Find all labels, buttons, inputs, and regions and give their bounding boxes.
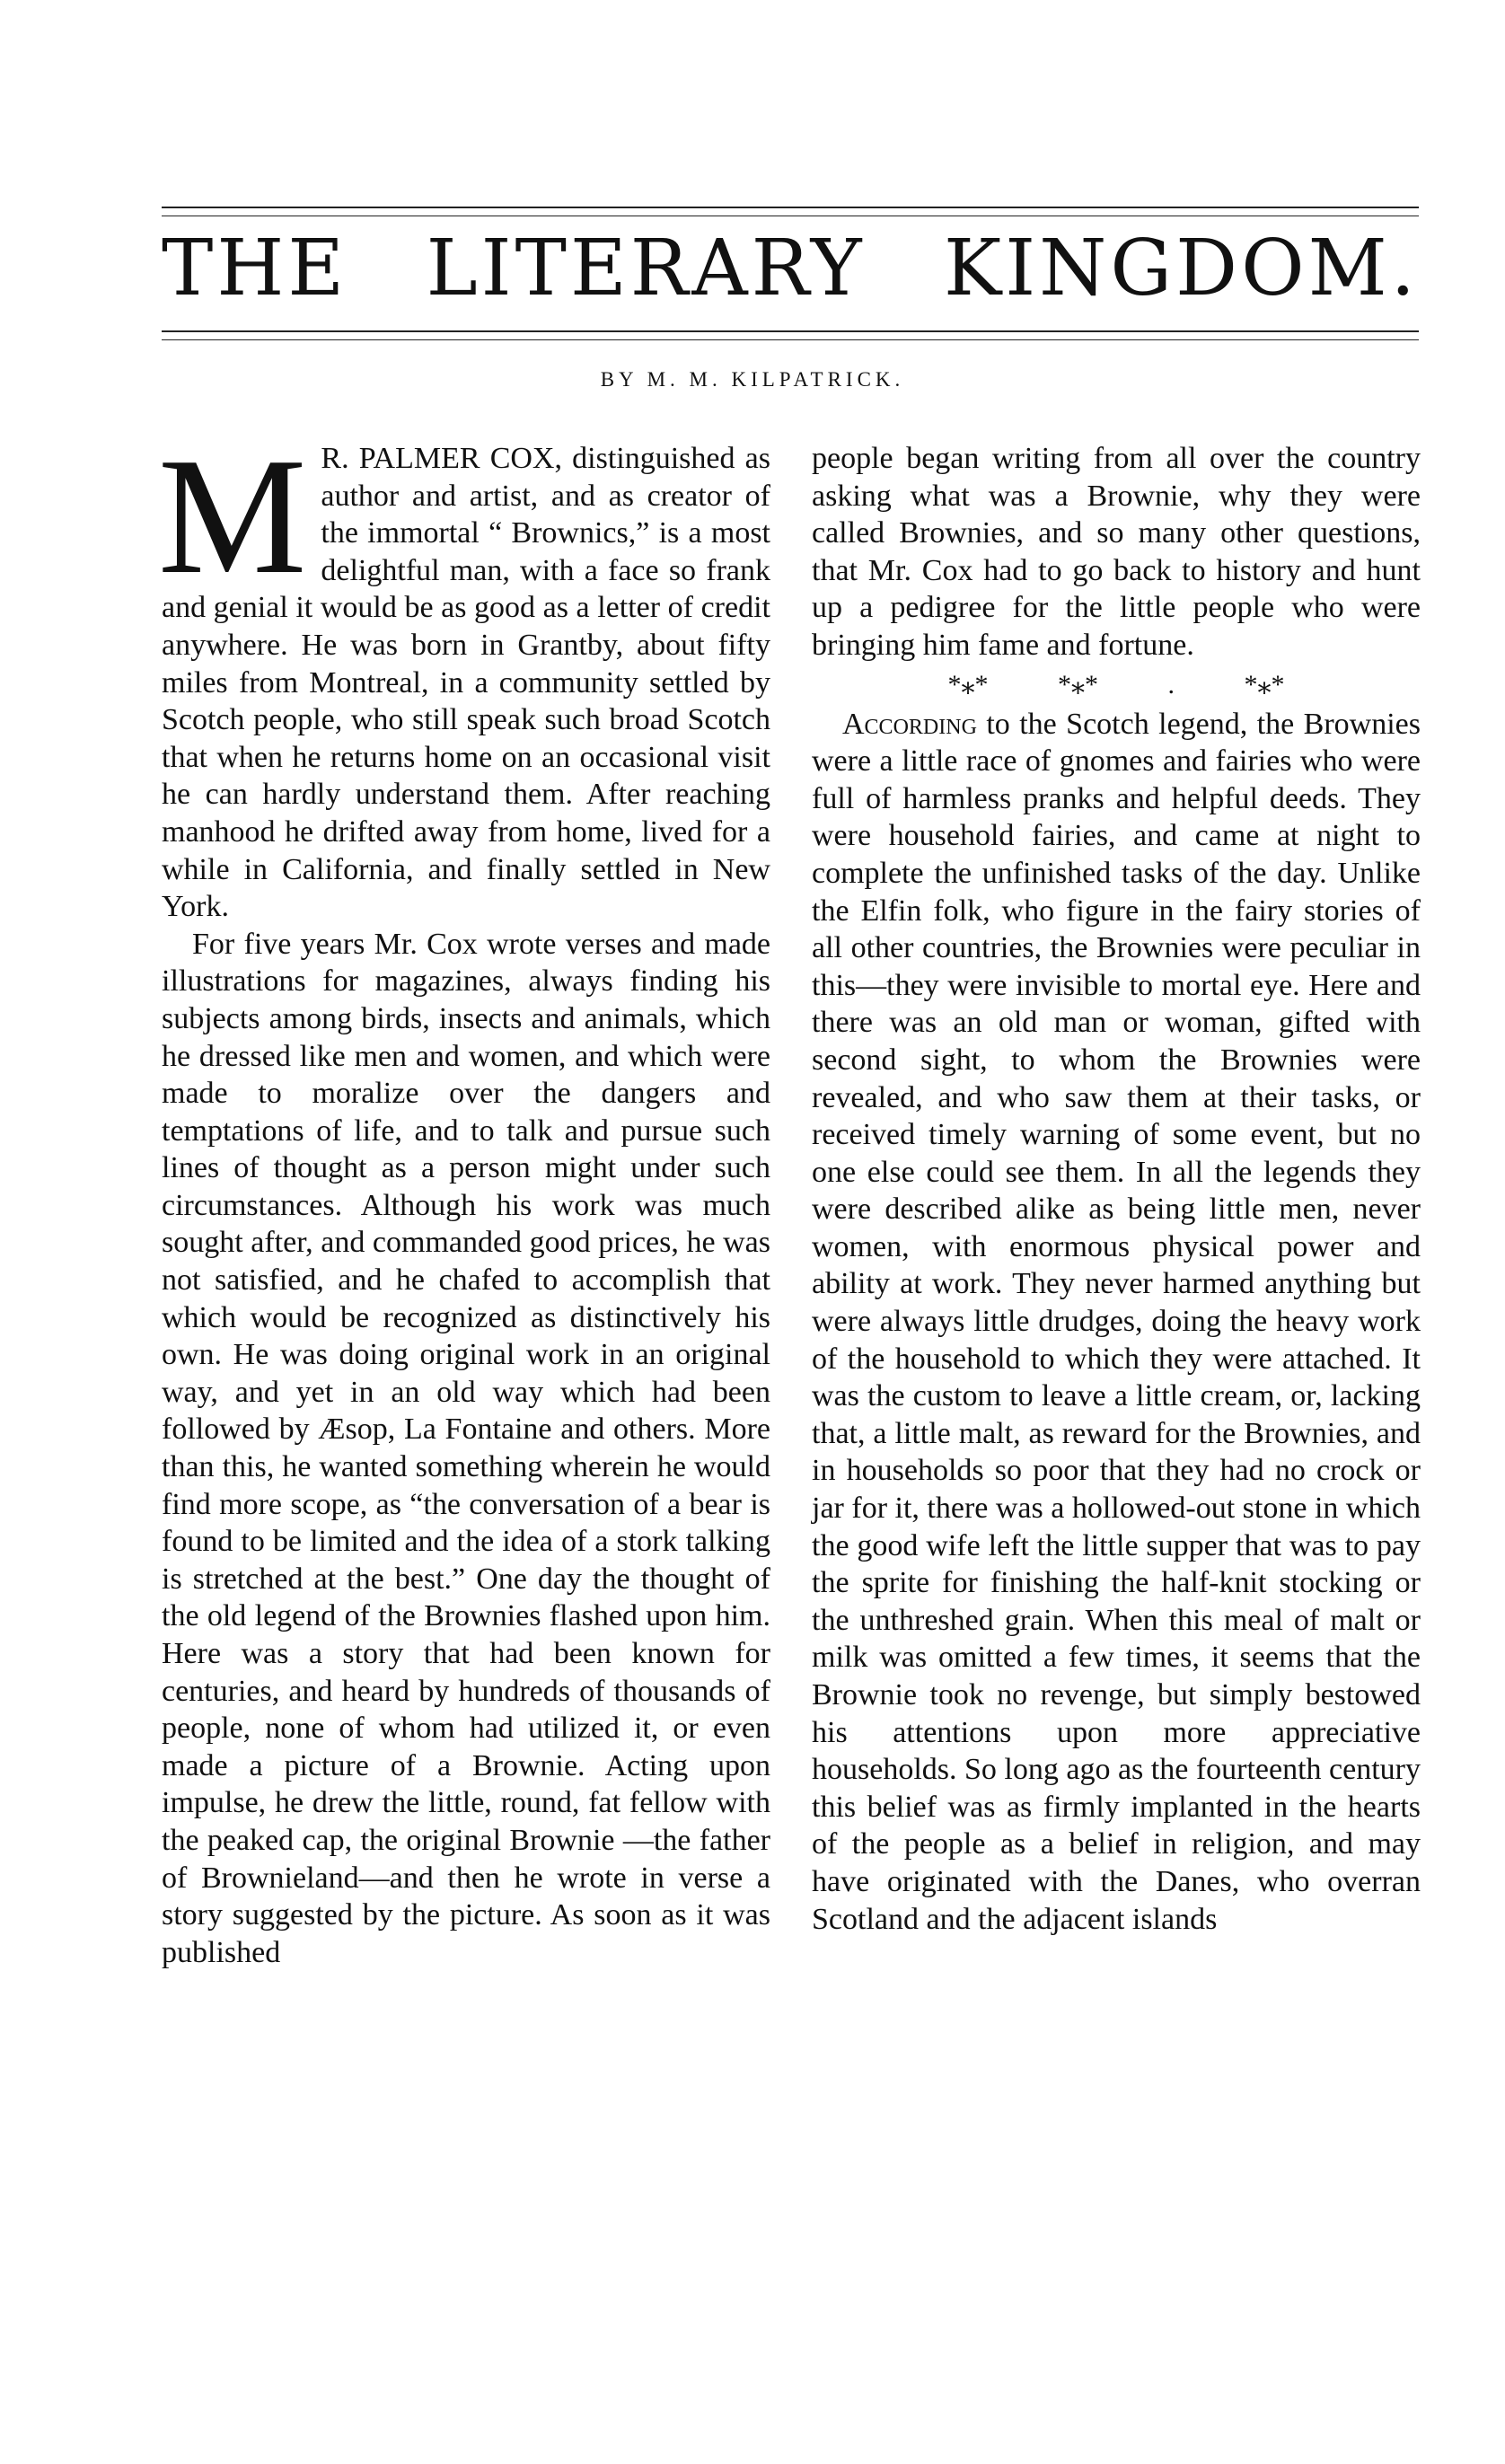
paragraph: For five years Mr. Cox wrote verses and made illustrations for magazines, always finding his subjects among birds, insects and animals, which he dressed like men and women, and which were made to moralize over the dangers and temptations of life, and to talk and pursue such lines of thought as a person might under such circumstances. Although his work was much sought after, and commanded good prices, he was not satisfied, and he chafed to accomplish that which would be recognized as distinctively his own. He was doing original work in an original way, and yet in an old way which had been followed by Æsop, La Fontaine and others. More than this, he wanted something wherein he would find more scope, as “the conversation of a bear is found to be limited and the idea of a stork talking is stretched at the best.” One day the thought of the old legend of the Brownies flashed upon him. Here was a story that had been known for centuries, and heard by hundreds of thousands of people, none of whom had utilized it, or even made a picture of a Brownie. Acting upon impulse, he drew the little, round, fat fellow with the peaked cap, the original Brownie —the father of Brownieland—and then he wrote in verse a story suggested by the picture. As soon as it was published (162, 927, 770, 1969)
paragraph (812, 706, 1421, 1939)
page-title (162, 224, 1419, 313)
bottom-rule-thin (162, 339, 1419, 340)
drop-cap: M (158, 424, 307, 609)
top-rule (162, 207, 1419, 208)
paragraph-text: R. PALMER COX, distinguished as author and artist, and as creator of the immortal “ Brownics,” is a most delightful man, with a face so frank and genial it would be as good as a letter of credit anywhere. He was born in Grantby, about fifty miles from Montreal, in a community settled by Scotch people, who still speak such broad Scotch that when he returns home on an occasional visit he can hardly understand them. After reaching manhood he drifted away from home, lived for a while in California, and finally settled in New York. (162, 442, 770, 924)
section-separator: *⁎* *⁎* . *⁎* (947, 669, 1285, 700)
paragraph-text: to the Scotch legend, the Brownies were a little race of gnomes and fairies who were full of harmless pranks and helpful deeds. They were household fairies, and came at night to complete the unfinished tasks of the day. Unlike the Elfin folk, who figure in the fairy stories of all other countries, the Brownies were peculiar in this—they were invisible to mortal eye. Here and there was an old man or woman, gifted with second sight, to whom the Brownies were revealed, and who saw them at their tasks, or received timely warning of some event, but no one else could see them. In all the legends they were described alike as being little men, never women, with enormous physical power and ability at work. They never harmed anything but were always little drudges, doing the heavy work of the household to which they were attached. It was the custom to leave a little cream, or, lacking that, a little malt, as reward for the Brownies, and in households so poor that they had no crock or jar for it, there was a hollowed-out stone in which the good wife left the little supper that was to pay the sprite for finishing the half-knit stocking or the unthreshed grain. When this meal of malt or milk was omitted a few times, it seems that the Brownie took no revenge, but simply bestowed his attentions upon more appreciative households. So long ago as the fourteenth century this belief was as firmly implanted in the hearts of the people as a belief in religion, and may have originated with the Danes, who overran Scotland and the adjacent islands (812, 707, 1421, 1936)
right-column (812, 440, 1421, 1938)
bottom-rule (162, 330, 1419, 332)
left-column (158, 424, 770, 1971)
title-word: THE (162, 224, 348, 313)
byline: BY M. M. KILPATRICK. (600, 368, 905, 391)
paragraph: people began writing from all over the country asking what was a Brownie, why they were called Brownies, and so many other questions, that Mr. Cox had to go back to history and hunt up a pedigree for the little people who were bringing him fame and fortune. (812, 442, 1421, 662)
paragraph (158, 424, 770, 926)
title-word: LITERARY (426, 224, 866, 313)
title-word: KINGDOM. (943, 224, 1419, 313)
small-caps-lead: According (842, 707, 977, 741)
